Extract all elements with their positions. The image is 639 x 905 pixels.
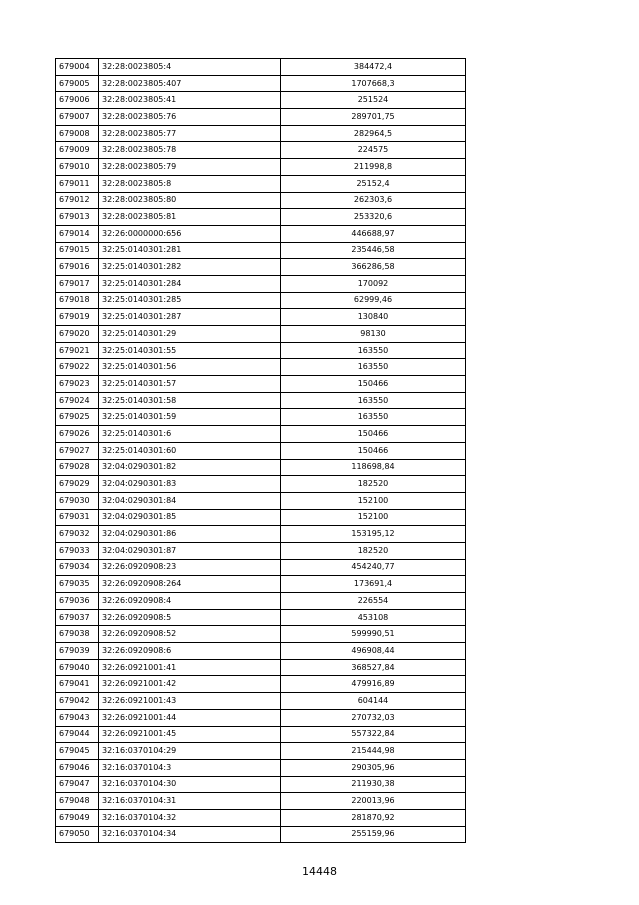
cadastral-code-cell: 32:26:0920908:4	[99, 593, 281, 610]
cadastral-code-cell: 32:25:0140301:281	[99, 242, 281, 259]
table-row	[56, 559, 466, 576]
value-cell: 152100	[281, 509, 466, 526]
value-cell: 153195,12	[281, 526, 466, 543]
cadastral-code-cell: 32:16:0370104:30	[99, 776, 281, 793]
cadastral-code-cell: 32:28:0023805:8	[99, 175, 281, 192]
value-cell: 479916,89	[281, 676, 466, 693]
cadastral-code-cell: 32:28:0023805:81	[99, 209, 281, 226]
table-row	[56, 309, 466, 326]
row-id-cell: 679029	[56, 476, 99, 493]
table-row	[56, 776, 466, 793]
table-row	[56, 209, 466, 226]
row-id-cell: 679020	[56, 326, 99, 343]
table-row	[56, 426, 466, 443]
value-cell: 211930,38	[281, 776, 466, 793]
value-cell: 163550	[281, 342, 466, 359]
table-row	[56, 59, 466, 76]
table-row	[56, 242, 466, 259]
row-id-cell: 679033	[56, 542, 99, 559]
row-id-cell: 679027	[56, 442, 99, 459]
row-id-cell: 679044	[56, 726, 99, 743]
value-cell: 366286,58	[281, 259, 466, 276]
cadastral-code-cell: 32:16:0370104:34	[99, 826, 281, 843]
table-row	[56, 292, 466, 309]
value-cell: 454240,77	[281, 559, 466, 576]
value-cell: 220013,96	[281, 793, 466, 810]
row-id-cell: 679040	[56, 659, 99, 676]
table-row	[56, 809, 466, 826]
row-id-cell: 679046	[56, 759, 99, 776]
value-cell: 290305,96	[281, 759, 466, 776]
value-cell: 62999,46	[281, 292, 466, 309]
row-id-cell: 679043	[56, 709, 99, 726]
cadastral-code-cell: 32:25:0140301:6	[99, 426, 281, 443]
value-cell: 453108	[281, 609, 466, 626]
cadastral-code-cell: 32:25:0140301:55	[99, 342, 281, 359]
table-row	[56, 159, 466, 176]
table-row	[56, 442, 466, 459]
table-row	[56, 759, 466, 776]
cadastral-code-cell: 32:28:0023805:4	[99, 59, 281, 76]
cadastral-code-cell: 32:04:0290301:86	[99, 526, 281, 543]
cadastral-code-cell: 32:25:0140301:60	[99, 442, 281, 459]
row-id-cell: 679037	[56, 609, 99, 626]
row-id-cell: 679048	[56, 793, 99, 810]
cadastral-code-cell: 32:25:0140301:57	[99, 376, 281, 393]
table-row	[56, 659, 466, 676]
value-cell: 182520	[281, 542, 466, 559]
cadastral-code-cell: 32:25:0140301:282	[99, 259, 281, 276]
value-cell: 496908,44	[281, 643, 466, 660]
cadastral-code-cell: 32:28:0023805:76	[99, 109, 281, 126]
row-id-cell: 679023	[56, 376, 99, 393]
row-id-cell: 679036	[56, 593, 99, 610]
value-cell: 163550	[281, 409, 466, 426]
cadastral-code-cell: 32:25:0140301:284	[99, 275, 281, 292]
table-row	[56, 476, 466, 493]
row-id-cell: 679050	[56, 826, 99, 843]
table-row	[56, 826, 466, 843]
value-cell: 599990,51	[281, 626, 466, 643]
row-id-cell: 679006	[56, 92, 99, 109]
cadastral-code-cell: 32:25:0140301:56	[99, 359, 281, 376]
value-cell: 152100	[281, 492, 466, 509]
table-row	[56, 609, 466, 626]
table-row	[56, 409, 466, 426]
value-cell: 253320,6	[281, 209, 466, 226]
table-row	[56, 92, 466, 109]
row-id-cell: 679022	[56, 359, 99, 376]
row-id-cell: 679004	[56, 59, 99, 76]
value-cell: 368527,84	[281, 659, 466, 676]
cadastral-code-cell: 32:26:0920908:264	[99, 576, 281, 593]
cadastral-code-cell: 32:28:0023805:41	[99, 92, 281, 109]
cadastral-code-cell: 32:16:0370104:31	[99, 793, 281, 810]
cadastral-code-cell: 32:26:0921001:42	[99, 676, 281, 693]
row-id-cell: 679011	[56, 175, 99, 192]
cadastral-code-cell: 32:26:0921001:43	[99, 693, 281, 710]
row-id-cell: 679039	[56, 643, 99, 660]
cadastral-code-cell: 32:26:0920908:23	[99, 559, 281, 576]
table-row	[56, 175, 466, 192]
row-id-cell: 679008	[56, 125, 99, 142]
table-row	[56, 709, 466, 726]
table-row	[56, 576, 466, 593]
value-cell: 163550	[281, 359, 466, 376]
row-id-cell: 679028	[56, 459, 99, 476]
value-cell: 251524	[281, 92, 466, 109]
row-id-cell: 679042	[56, 693, 99, 710]
cadastral-code-cell: 32:28:0023805:78	[99, 142, 281, 159]
value-cell: 118698,84	[281, 459, 466, 476]
table-row	[56, 326, 466, 343]
row-id-cell: 679026	[56, 426, 99, 443]
cadastral-code-cell: 32:04:0290301:83	[99, 476, 281, 493]
cadastral-code-cell: 32:28:0023805:77	[99, 125, 281, 142]
value-cell: 235446,58	[281, 242, 466, 259]
table-row	[56, 726, 466, 743]
row-id-cell: 679038	[56, 626, 99, 643]
row-id-cell: 679019	[56, 309, 99, 326]
table-row	[56, 492, 466, 509]
table-row	[56, 259, 466, 276]
row-id-cell: 679005	[56, 75, 99, 92]
row-id-cell: 679045	[56, 743, 99, 760]
value-cell: 163550	[281, 392, 466, 409]
cadastral-code-cell: 32:26:0921001:44	[99, 709, 281, 726]
row-id-cell: 679016	[56, 259, 99, 276]
table-row	[56, 459, 466, 476]
table-row	[56, 693, 466, 710]
table-row	[56, 676, 466, 693]
value-cell: 604144	[281, 693, 466, 710]
row-id-cell: 679015	[56, 242, 99, 259]
table-row	[56, 593, 466, 610]
table-row	[56, 275, 466, 292]
cadastral-code-cell: 32:26:0000000:656	[99, 225, 281, 242]
table-row	[56, 643, 466, 660]
value-cell: 150466	[281, 376, 466, 393]
value-cell: 281870,92	[281, 809, 466, 826]
value-cell: 226554	[281, 593, 466, 610]
cadastral-code-cell: 32:16:0370104:3	[99, 759, 281, 776]
row-id-cell: 679025	[56, 409, 99, 426]
table-row	[56, 225, 466, 242]
value-cell: 182520	[281, 476, 466, 493]
table-row	[56, 392, 466, 409]
cadastral-code-cell: 32:16:0370104:32	[99, 809, 281, 826]
row-id-cell: 679007	[56, 109, 99, 126]
table-row	[56, 109, 466, 126]
cadastral-code-cell: 32:25:0140301:287	[99, 309, 281, 326]
row-id-cell: 679031	[56, 509, 99, 526]
row-id-cell: 679014	[56, 225, 99, 242]
table-row	[56, 743, 466, 760]
value-cell: 25152,4	[281, 175, 466, 192]
table-row	[56, 376, 466, 393]
cadastral-code-cell: 32:04:0290301:84	[99, 492, 281, 509]
cadastral-code-cell: 32:25:0140301:285	[99, 292, 281, 309]
row-id-cell: 679009	[56, 142, 99, 159]
value-cell: 211998,8	[281, 159, 466, 176]
value-cell: 150466	[281, 442, 466, 459]
value-cell: 215444,98	[281, 743, 466, 760]
table-row	[56, 192, 466, 209]
cadastral-code-cell: 32:04:0290301:87	[99, 542, 281, 559]
table-row	[56, 526, 466, 543]
row-id-cell: 679013	[56, 209, 99, 226]
row-id-cell: 679018	[56, 292, 99, 309]
value-cell: 446688,97	[281, 225, 466, 242]
table-row	[56, 793, 466, 810]
table-row	[56, 626, 466, 643]
cadastral-code-cell: 32:16:0370104:29	[99, 743, 281, 760]
table-row	[56, 509, 466, 526]
table-row	[56, 75, 466, 92]
row-id-cell: 679010	[56, 159, 99, 176]
value-cell: 150466	[281, 426, 466, 443]
value-cell: 173691,4	[281, 576, 466, 593]
row-id-cell: 679035	[56, 576, 99, 593]
row-id-cell: 679032	[56, 526, 99, 543]
cadastral-code-cell: 32:28:0023805:407	[99, 75, 281, 92]
value-cell: 224575	[281, 142, 466, 159]
data-table	[55, 58, 466, 843]
value-cell: 270732,03	[281, 709, 466, 726]
row-id-cell: 679041	[56, 676, 99, 693]
row-id-cell: 679047	[56, 776, 99, 793]
cadastral-code-cell: 32:26:0921001:45	[99, 726, 281, 743]
row-id-cell: 679012	[56, 192, 99, 209]
table-body	[56, 59, 466, 843]
cadastral-code-cell: 32:28:0023805:80	[99, 192, 281, 209]
row-id-cell: 679017	[56, 275, 99, 292]
value-cell: 1707668,3	[281, 75, 466, 92]
table-row	[56, 542, 466, 559]
cadastral-code-cell: 32:26:0920908:52	[99, 626, 281, 643]
cadastral-code-cell: 32:25:0140301:59	[99, 409, 281, 426]
row-id-cell: 679034	[56, 559, 99, 576]
value-cell: 130840	[281, 309, 466, 326]
row-id-cell: 679049	[56, 809, 99, 826]
value-cell: 98130	[281, 326, 466, 343]
row-id-cell: 679030	[56, 492, 99, 509]
value-cell: 289701,75	[281, 109, 466, 126]
cadastral-code-cell: 32:28:0023805:79	[99, 159, 281, 176]
page-number: 14448	[302, 865, 337, 878]
table-row	[56, 342, 466, 359]
cadastral-code-cell: 32:26:0921001:41	[99, 659, 281, 676]
value-cell: 262303,6	[281, 192, 466, 209]
value-cell: 557322,84	[281, 726, 466, 743]
cadastral-code-cell: 32:25:0140301:58	[99, 392, 281, 409]
row-id-cell: 679024	[56, 392, 99, 409]
cadastral-code-cell: 32:04:0290301:82	[99, 459, 281, 476]
cadastral-code-cell: 32:04:0290301:85	[99, 509, 281, 526]
value-cell: 170092	[281, 275, 466, 292]
table-row	[56, 125, 466, 142]
table-row	[56, 142, 466, 159]
value-cell: 255159,96	[281, 826, 466, 843]
cadastral-code-cell: 32:26:0920908:6	[99, 643, 281, 660]
cadastral-code-cell: 32:25:0140301:29	[99, 326, 281, 343]
value-cell: 282964,5	[281, 125, 466, 142]
cadastral-code-cell: 32:26:0920908:5	[99, 609, 281, 626]
value-cell: 384472,4	[281, 59, 466, 76]
table-row	[56, 359, 466, 376]
row-id-cell: 679021	[56, 342, 99, 359]
